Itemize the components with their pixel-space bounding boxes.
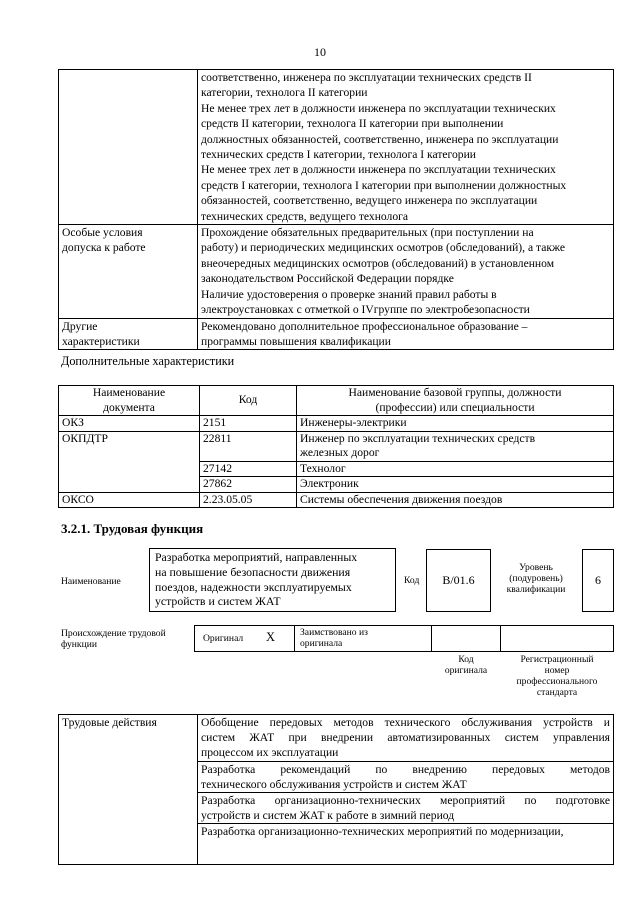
table-row [59,492,614,508]
text-line: категории, технолога II категории [201,86,368,100]
cell-code: 2.23.05.05 [200,492,297,508]
text-line: Код [458,654,474,665]
text-line: соответственно, инженера по эксплуатации технических средств II [201,71,532,84]
header-name [297,386,614,416]
text-line: Прохождение обязательных предварительных (при поступлении на [201,226,534,240]
labour-action [198,824,614,865]
text-line: технических средств, ведущего технолога [201,209,409,223]
text-line: (профессии) или специальности [375,400,535,414]
text-line: Не менее трех лет в должности инженера по эксплуатации технических [201,101,556,115]
table-row [59,715,614,762]
text-line: номер [544,665,570,676]
text-line: электроустановках с отметкой о IVгруппе по электробезопасности [201,303,530,317]
text-line: Рекомендовано дополнительное профессиональное образование – [201,319,528,333]
cell-name [297,431,614,461]
text-line: Разработка организационно-технических мероприятий по подготовке [201,794,610,808]
text-line: Системы обеспечения движения поездов [300,492,503,506]
text-line: устройств и систем ЖАТ [155,594,281,609]
text-line: на повышение безопасности движения [155,564,351,579]
text-line: железных дорог [300,446,380,459]
cell-code: 2151 [200,416,297,432]
text-line: Обобщение передовых методов технического обслуживания устройств и [201,716,610,729]
cell-doc: ОКСО [59,492,200,508]
text-line: систем ЖАТ при внедрении автоматизированных систем управления [201,731,610,745]
cell-doc: ОКЗ [59,416,200,432]
cell-name [297,477,614,493]
table-row [59,225,614,318]
text-line: Инженеры-электрики [300,416,407,429]
table-cell-special-conditions-label [59,225,198,318]
text-line: Разработка мероприятий, направленных [155,550,358,564]
function-name-box [149,548,396,612]
labour-action [198,761,614,792]
text-line: Электроник [300,477,359,490]
text-line: Уровень [519,562,553,573]
registration-number-label [503,654,611,698]
additional-characteristics-table [58,385,614,508]
table-row [59,416,614,432]
cell-doc: ОКПДТР [59,431,200,492]
cell-code: 27142 [200,461,297,477]
text-line: обязанностей, соответственно, ведущего инженера по эксплуатации [201,194,538,208]
text-line: поездов, надежности эксплуатируемых [155,579,352,594]
cell-name [297,492,614,508]
text-line: Наименование базовой группы, должности [348,386,562,399]
original-mark: X [266,630,276,644]
text-line: программы повышения квалификации [201,334,391,348]
code-original-label [433,654,499,676]
text-line: документа [103,400,155,414]
text-line: квалификации [506,584,566,595]
text-line: процессом их эксплуатации [201,746,339,760]
text-line: технических средств I категории, технолога I категории [201,148,476,162]
text-line: Происхождение трудовой [61,628,166,639]
text-line: Не менее трех лет в должности инженера по эксплуатации технических [201,163,556,177]
table-cell-other [198,318,614,350]
code-label: Код [404,575,420,586]
text-line: Разработка организационно-технических мероприятий по модернизации, [201,825,564,839]
text-line: характеристики [62,334,140,348]
cell-name [297,416,614,432]
text-line: допуска к работе [62,241,146,255]
section-title: 3.2.1. Трудовая функция [61,521,204,536]
labour-actions-label: Трудовые действия [59,715,198,865]
text-line: Наименование [92,386,166,399]
text-line: Наличие удостоверения о проверке знаний правил работы в [201,287,497,301]
text-line: работу) и периодических медицинских осмотров (обследований), а также [201,241,565,255]
origin-label [61,628,166,650]
labour-action [198,715,614,762]
table-row [59,318,614,350]
text-line: Особые условия [62,226,143,240]
header-document [59,386,200,416]
origin-divider [294,625,295,652]
additional-characteristics-title: Дополнительные характеристики [61,354,235,368]
text-line: Инженер по эксплуатации технических средств [300,431,536,445]
text-line: Технолог [300,461,346,475]
origin-divider [500,625,501,652]
text-line: технического обслуживания устройств и систем ЖАТ [201,777,467,791]
page-number: 10 [314,45,326,59]
labour-action [198,793,614,824]
text-line: должностных обязанностей, соответственно, инженера по эксплуатации [201,132,559,146]
text-line: функции [61,639,97,650]
text-line: стандарта [536,687,578,698]
original-label: Оригинал [203,633,244,644]
text-line: Регистрационный [520,654,594,665]
text-line: Другие [62,319,98,333]
table-row [59,431,614,461]
origin-table [194,625,614,652]
cell-code: 22811 [200,431,297,461]
table-cell-other-label [59,318,198,350]
code-box [426,549,491,612]
text-line: средств I категории, технолога I категории при выполнении должностных [201,178,567,192]
borrowed-label [300,627,368,649]
text-line: Разработка рекомендаций по внедрению передовых методов [201,762,610,776]
text-line: средств II категории, технолога II категории при выполнении [201,117,504,131]
level-box [582,549,614,612]
text-line: оригинала [444,665,488,676]
cell-code: 27862 [200,477,297,493]
text-line: внеочередных медицинских осмотров (обследований) в установленном [201,256,555,270]
name-label: Наименование [61,576,121,587]
table-cell-label-empty [59,70,198,225]
qualification-requirements-table [58,69,614,350]
table-cell-experience [198,70,614,225]
text-line: профессионального [516,676,598,687]
cell-name [297,461,614,477]
header-code: Код [200,386,297,416]
code-value: B/01.6 [442,573,475,587]
text-line: Заимствовано из [300,627,368,638]
text-line: (подуровень) [509,573,563,584]
text-line: законодательством Российской Федерации порядке [201,272,454,286]
table-row [59,70,614,225]
table-cell-special-conditions [198,225,614,318]
level-label [497,562,575,595]
origin-divider [431,625,432,652]
text-line: оригинала [300,638,343,649]
level-value: 6 [595,573,601,587]
labour-actions-table [58,714,614,865]
text-line: устройств и систем ЖАТ к работе в зимний период [201,809,455,823]
table-header-row [59,386,614,416]
